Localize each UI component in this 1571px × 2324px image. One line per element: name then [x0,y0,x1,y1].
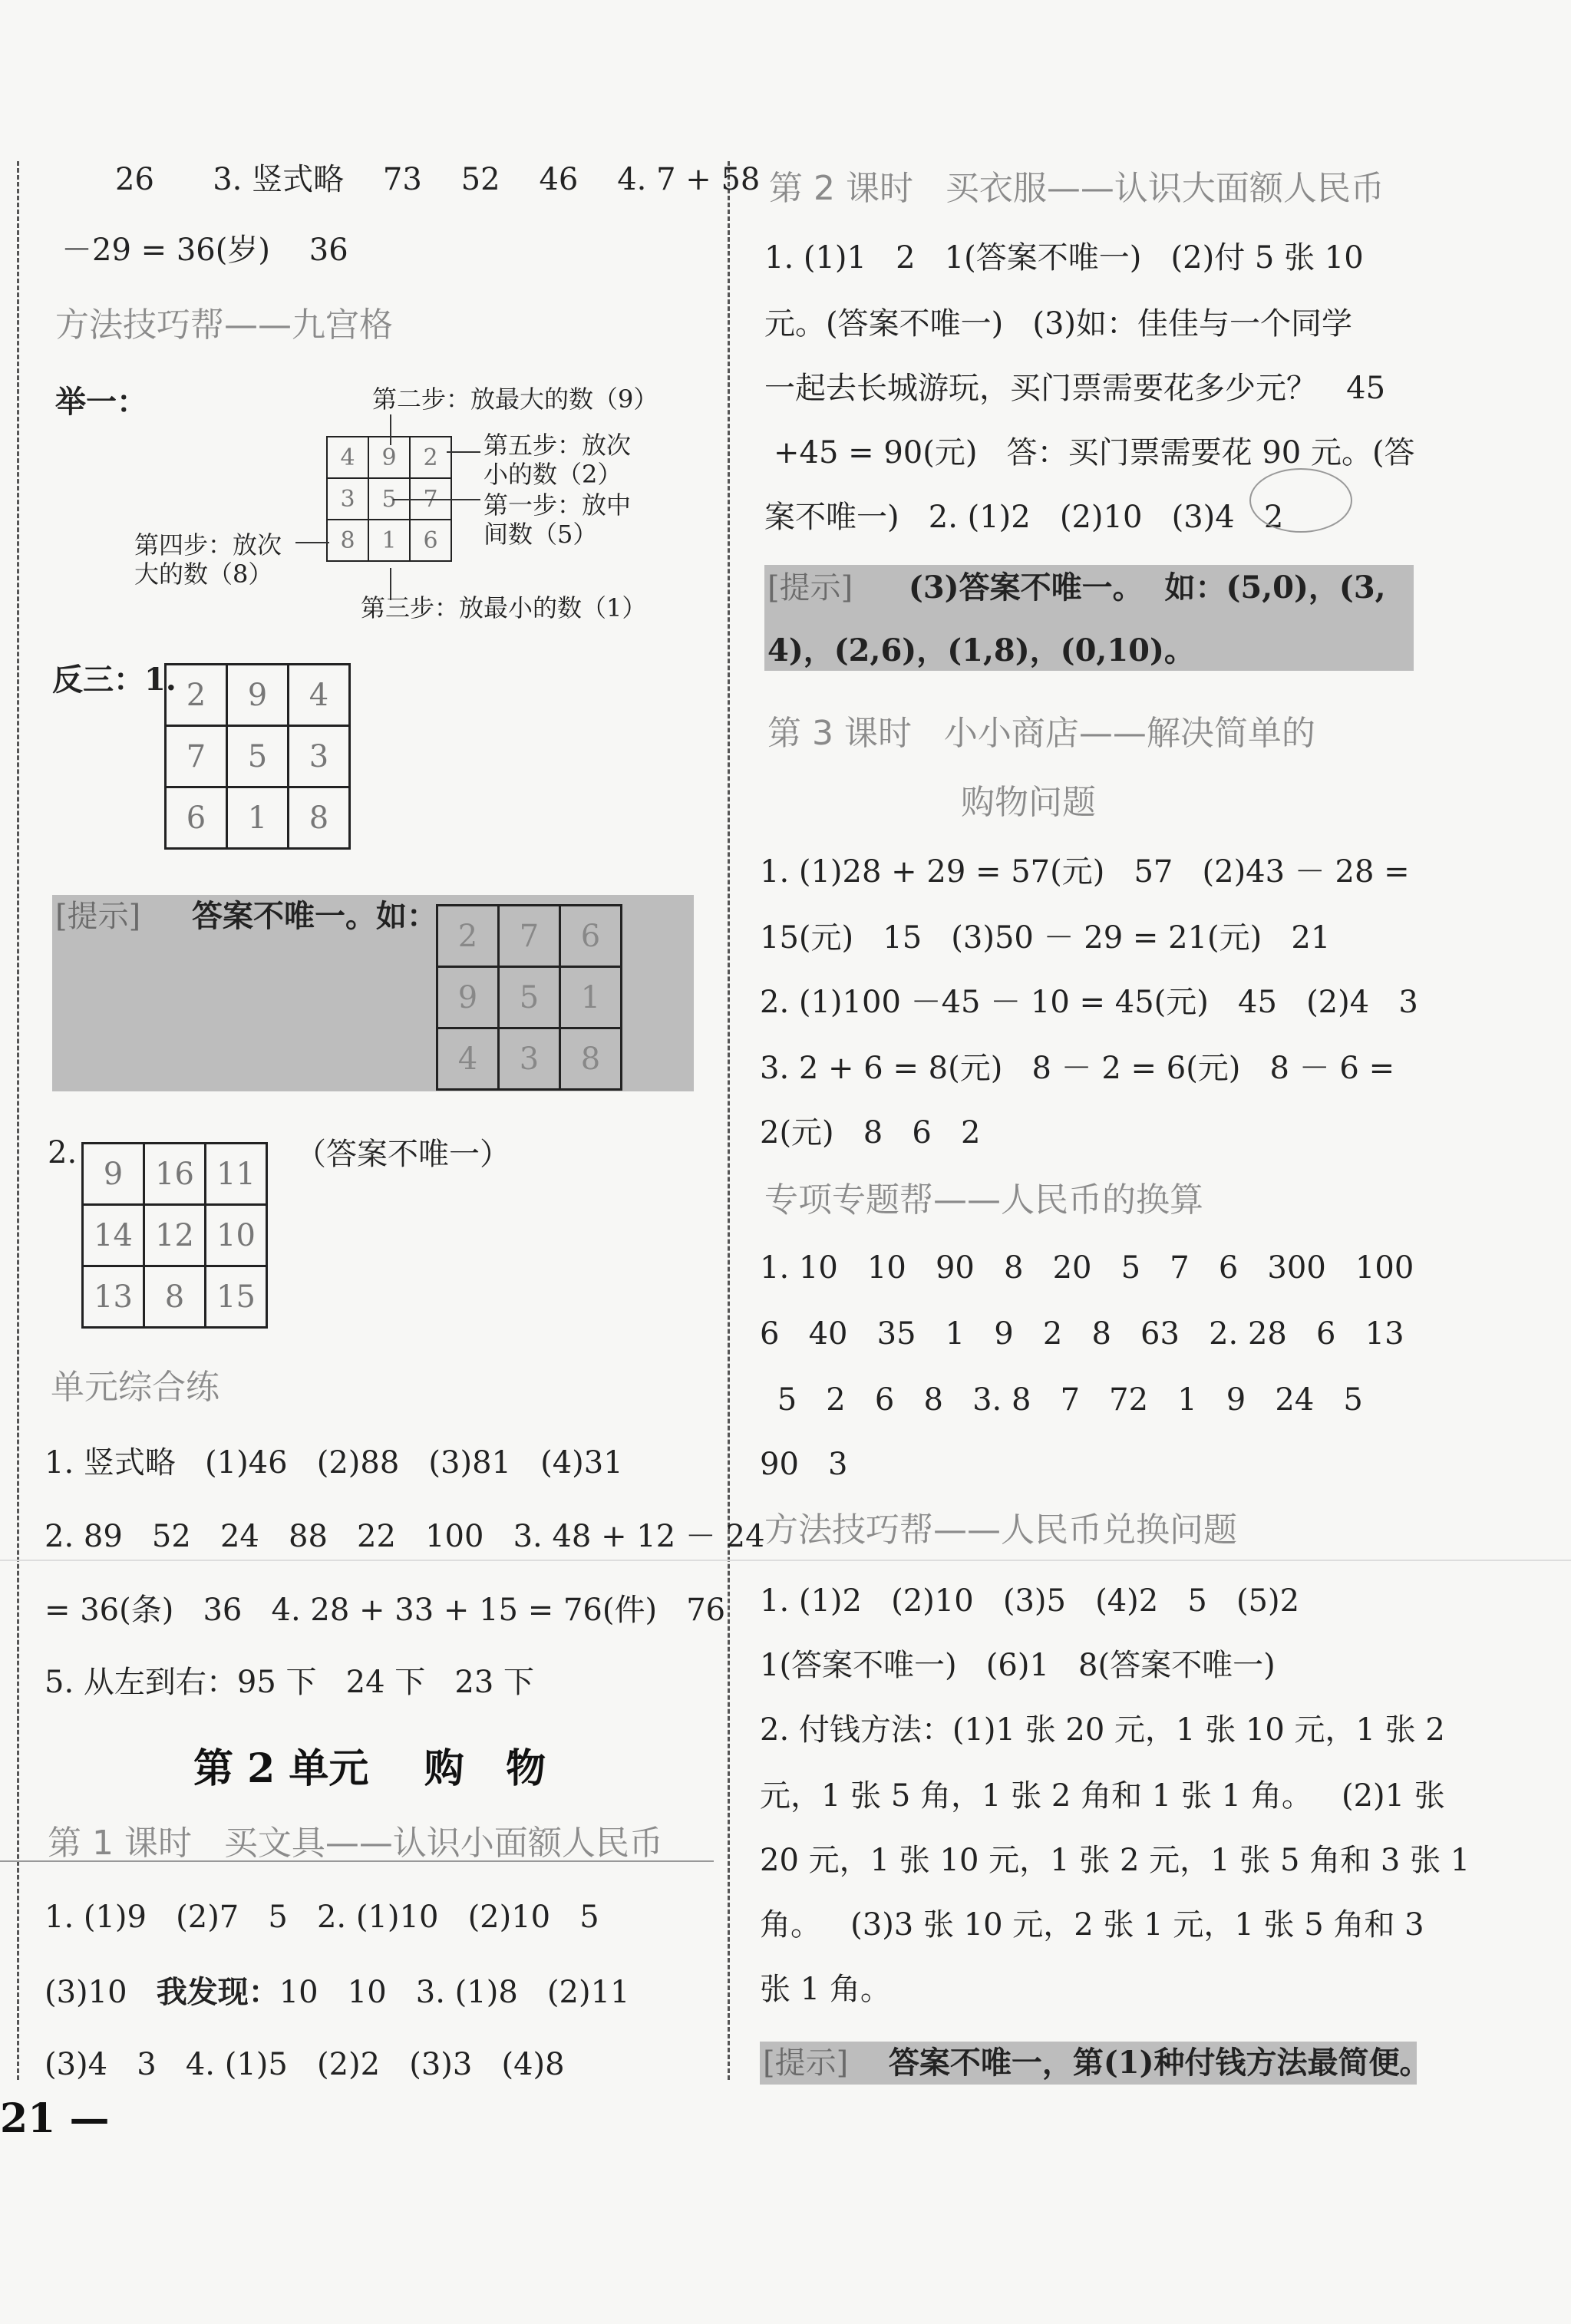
heading-danyuan-zonghe: 单元综合练 [51,1368,219,1407]
heading-fangfa-duihuan: 方法技巧帮——人民币兑换问题 [764,1510,1237,1550]
tip-grid-cell: 6 [560,906,622,967]
heading-lesson-3: 第 3 课时 小小商店——解决简单的 [767,714,1315,753]
tip-grid-cell: 9 [437,967,499,1028]
grid2-cell: 15 [206,1266,267,1328]
tip-grid-cell: 2 [437,906,499,967]
step-4-label-b: 大的数（8） [134,560,273,589]
tip-magic-square [436,904,622,1091]
lesson-1-underline [0,1860,714,1862]
danyuan-line-3: = 36(条) 36 4. 28 + 33 + 15 = 76(件) 76 [45,1593,726,1628]
q2-magic-square [81,1142,268,1329]
lesson3-line-5: 2(元) 8 6 2 [760,1115,981,1150]
lesson3-line-1: 1. (1)28 + 29 = 57(元) 57 (2)43 － 28 = [760,854,1410,890]
tip-2-line-1: (3)答案不唯一。 如：(5,0)，(3, [898,569,1386,606]
fangfa2-line-3: 2. 付钱方法：(1)1 张 20 元，1 张 10 元，1 张 2 [760,1712,1445,1748]
fansan-magic-square-1 [164,663,351,850]
fangfa2-line-7: 张 1 角。 [760,1972,891,2007]
left-line-2: －29 = 36(岁) 36 [61,233,348,268]
zhuanxiang-line-4: 90 3 [760,1447,848,1482]
juyi-cell: 6 [410,520,451,561]
grid1-cell: 3 [289,726,350,787]
juyi-cell: 4 [327,437,368,478]
lesson2-line-4: +45 = 90(元) 答：买门票需要花 90 元。(答 [774,435,1415,470]
grid2-cell: 10 [206,1205,267,1266]
grid2-cell: 8 [144,1266,206,1328]
grid2-cell: 14 [83,1205,144,1266]
stamp-mark [1249,468,1352,533]
horizontal-scan-line [0,1560,1571,1561]
tip-1-label: [提示] [55,899,141,934]
grid1-cell: 5 [227,726,289,787]
heading-lesson-3-cont: 购物问题 [961,783,1096,822]
grid1-cell: 9 [227,665,289,726]
step-3-label: 第三步：放最小的数（1） [361,593,647,622]
tip-1-text: 答案不唯一。如： [192,898,437,934]
step-1-label-a: 第一步：放中 [484,490,632,520]
left-line-1: 26 3. 竖式略 73 52 46 4. 7 + 58 [115,162,761,197]
fangfa2-line-5: 20 元，1 张 10 元，1 张 2 元，1 张 5 角和 3 张 1 [760,1843,1470,1878]
lesson1-line-1: 1. (1)9 (2)7 5 2. (1)10 (2)10 5 [45,1900,599,1935]
fangfa2-line-1: 1. (1)2 (2)10 (3)5 (4)2 5 (5)2 [760,1583,1300,1619]
tip-grid-cell: 7 [499,906,560,967]
grid1-cell: 1 [227,787,289,849]
step-1-label-b: 间数（5） [484,520,598,549]
tip-grid-cell: 4 [437,1028,499,1090]
grid2-cell: 9 [83,1144,144,1205]
lesson1-line-2 [45,1972,629,2012]
step-4-label-a: 第四步：放次 [134,530,282,560]
lesson1-line-3: (3)4 3 4. (1)5 (2)2 (3)3 (4)8 [45,2047,565,2082]
lesson1-line-2-a: (3)10 [45,1975,157,2010]
lesson2-line-1: 1. (1)1 2 1(答案不唯一) (2)付 5 张 10 [764,240,1364,276]
juyi-cell: 2 [410,437,451,478]
lesson2-line-5: 案不唯一) 2. (1)2 (2)10 (3)4 2 [764,500,1284,535]
grid2-cell: 11 [206,1144,267,1205]
danyuan-line-2: 2. 89 52 24 88 22 100 3. 48 + 12 － 24 [45,1519,765,1554]
fangfa2-line-2: 1(答案不唯一) (6)1 8(答案不唯一) [760,1648,1276,1683]
juyi-cell: 9 [368,437,410,478]
heading-fangfa-jiugongge: 方法技巧帮——九宫格 [55,305,393,345]
juyi-cell: 3 [327,478,368,520]
lesson3-line-4: 3. 2 + 6 = 8(元) 8 － 2 = 6(元) 8 － 6 = [760,1051,1395,1086]
grid1-cell: 8 [289,787,350,849]
grid1-cell: 4 [289,665,350,726]
lesson3-line-2: 15(元) 15 (3)50 － 29 = 21(元) 21 [760,920,1331,956]
fangfa2-line-6: 角。 (3)3 张 10 元，2 张 1 元，1 张 5 角和 3 [760,1907,1424,1943]
fangfa2-line-4: 元，1 张 5 角，1 张 2 角和 1 张 1 角。 (2)1 张 [760,1778,1445,1814]
lesson1-line-2-c: 10 10 3. (1)8 (2)11 [279,1975,630,2010]
grid2-cell: 12 [144,1205,206,1266]
step-2-arrow [390,414,391,445]
page-number: 21 — [0,2095,110,2142]
lesson2-line-3: 一起去长城游玩，买门票需要花多少元？ 45 [764,371,1386,406]
wofaxian-label: 我发现： [156,1974,279,2010]
zhuanxiang-line-1: 1. 10 10 90 8 20 5 7 6 300 100 [760,1250,1414,1286]
lesson3-line-3: 2. (1)100 －45 － 10 = 45(元) 45 (2)4 3 [760,985,1418,1020]
juyi-cell: 1 [368,520,410,561]
zhuanxiang-line-3: 5 2 6 8 3. 8 7 72 1 9 24 5 [767,1382,1363,1418]
lesson2-line-2: 元。(答案不唯一) (3)如：佳佳与一个同学 [764,306,1353,342]
grid1-cell: 7 [166,726,227,787]
heading-lesson-1: 第 1 课时 买文具——认识小面额人民币 [48,1824,663,1863]
tip-3-label: [提示] [763,2045,849,2081]
fansan-label: 反三：1. [52,662,177,698]
tip-2-line-2: 4)，(2,6)，(1,8)，(0,10)。 [767,632,1195,668]
step-1-arrow [393,499,480,500]
tip-grid-cell: 1 [560,967,622,1028]
tip-grid-cell: 3 [499,1028,560,1090]
grid2-cell: 13 [83,1266,144,1328]
tip-grid-cell: 8 [560,1028,622,1090]
left-margin-dashed-line [17,161,19,2080]
juyi-cell: 7 [410,478,451,520]
juyi-cell: 5 [368,478,410,520]
danyuan-line-4: 5. 从左到右：95 下 24 下 23 下 [45,1665,535,1700]
danyuan-line-1: 1. 竖式略 (1)46 (2)88 (3)81 (4)31 [45,1445,623,1481]
q2-label: 2. [48,1135,78,1170]
zhuanxiang-line-2: 6 40 35 1 9 2 8 63 2. 28 6 13 [760,1316,1404,1352]
juyi-cell: 8 [327,520,368,561]
tip-grid-cell: 5 [499,967,560,1028]
grid1-cell: 2 [166,665,227,726]
step-5-arrow [447,451,480,453]
heading-lesson-2: 第 2 课时 买衣服——认识大面额人民币 [769,169,1385,208]
q2-note: （答案不唯一） [295,1137,510,1172]
step-5-label-a: 第五步：放次 [484,431,632,460]
grid1-cell: 6 [166,787,227,849]
heading-zhuanxiang: 专项专题帮——人民币的换算 [764,1180,1203,1220]
step-4-arrow [295,542,329,543]
tip-3-text: 答案不唯一，第(1)种付钱方法最简便。 [867,2045,1431,2081]
grid2-cell: 16 [144,1144,206,1205]
column-divider-dashed-line [728,161,730,2080]
juyi-label: 举一： [55,384,147,420]
step-5-label-b: 小的数（2） [484,460,622,489]
unit-2-title: 第 2 单元 购 物 [193,1745,546,1792]
step-2-label: 第二步：放最大的数（9） [372,385,658,414]
tip-2-label: [提示] [767,570,853,606]
